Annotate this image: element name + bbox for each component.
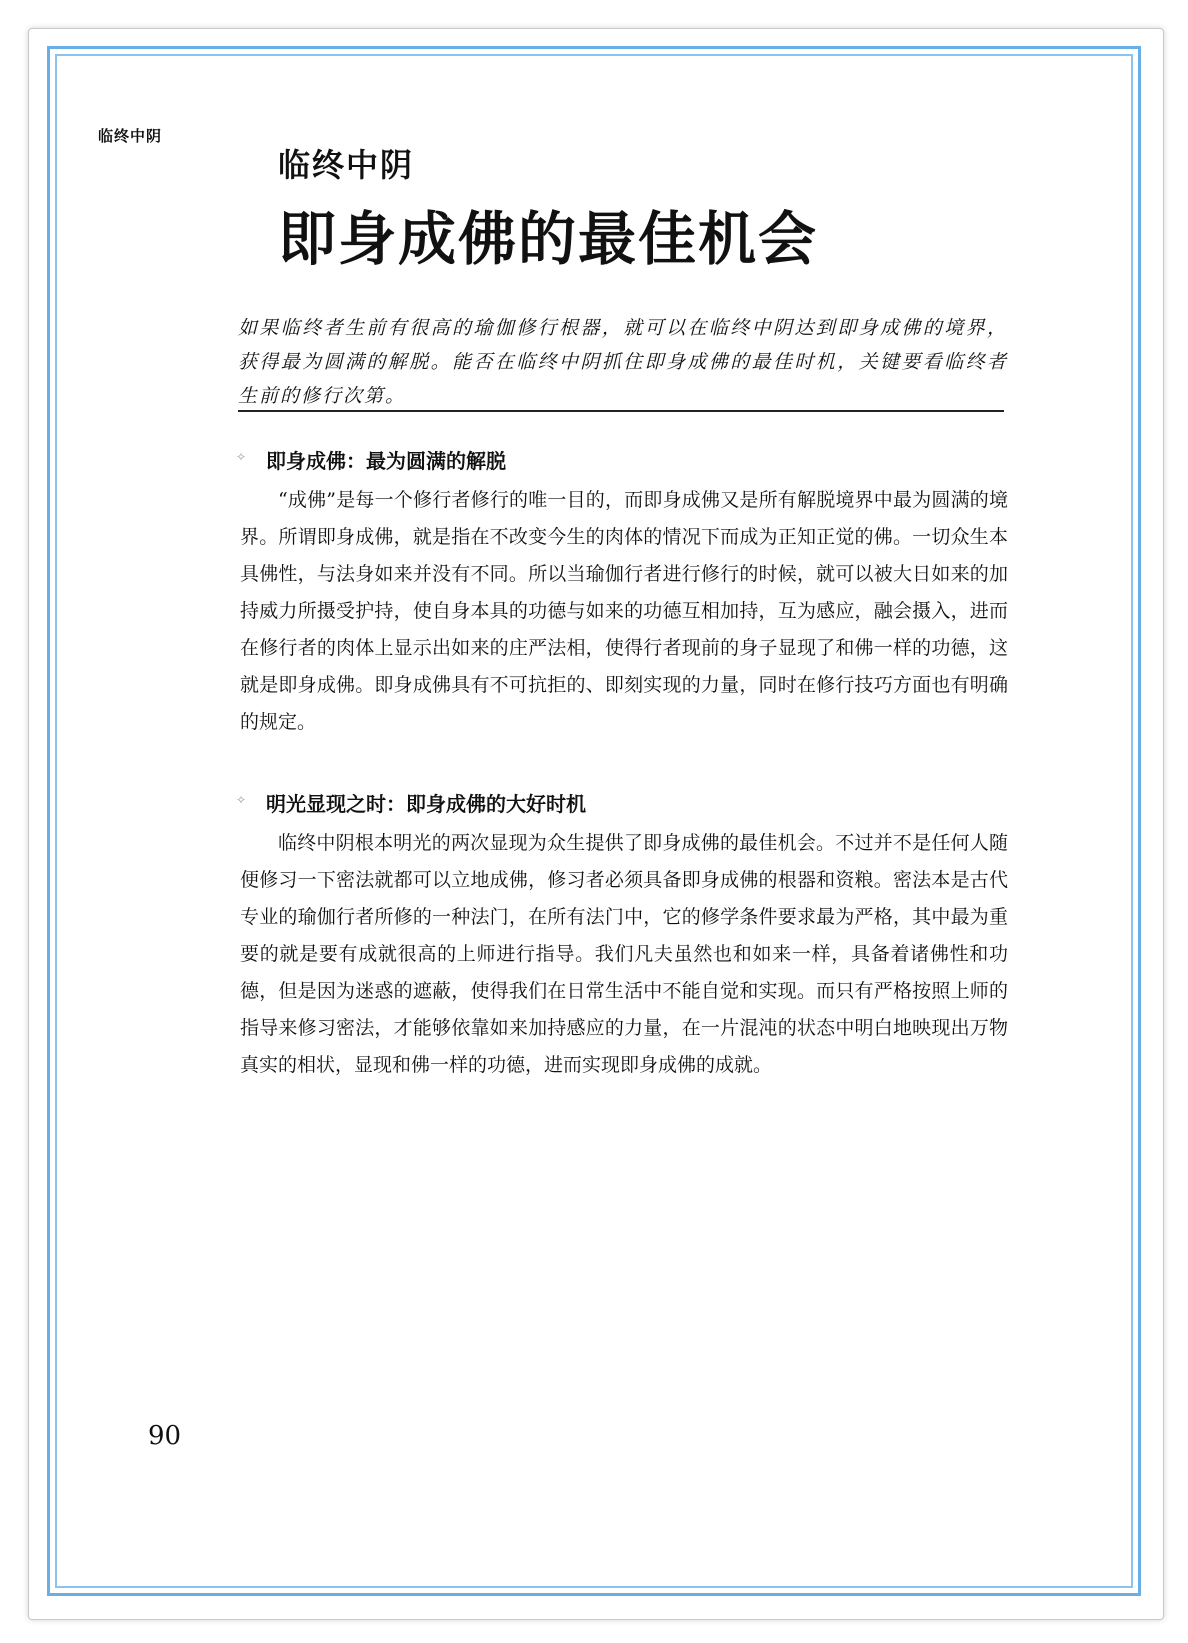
section-instant-buddhahood <box>236 445 1008 741</box>
section-clear-light <box>236 788 1008 1084</box>
divider <box>238 410 1004 412</box>
bullet-icon: ✧ <box>236 450 247 464</box>
chapter-kicker: 临终中阴 <box>278 146 415 184</box>
page-number: 90 <box>148 1421 182 1451</box>
page-title: 即身成佛的最佳机会 <box>278 205 819 273</box>
section-body: “成佛”是每一个修行者修行的唯一目的，而即身成佛又是所有解脱境界中最为圆满的境界。所谓即身成佛，就是指在不改变今生的肉体的情况下而成为正知正觉的佛。一切众生本具佛性，与法身如来并没有不同。所以当瑜伽行者进行修行的时候，就可以被大日如来的加持威力所摄受护持，使自身本具的功德与如来的功德互相加持，互为感应，融会摄入，进而在修行者的肉体上显示出如来的庄严法相，使得行者现前的身子显现了和佛一样的功德，这就是即身成佛。即身成佛具有不可抗拒的、即刻实现的力量，同时在修行技巧方面也有明确的规定。 <box>240 489 1008 733</box>
section-heading <box>236 788 1008 817</box>
section-heading-text: 即身成佛：最为圆满的解脱 <box>266 449 506 473</box>
running-head: 临终中阴 <box>98 127 163 145</box>
intro-paragraph: 如果临终者生前有很高的瑜伽修行根器，就可以在临终中阴达到即身成佛的境界，获得最为圆满的解脱。能否在临终中阴抓住即身成佛的最佳时机，关键要看临终者生前的修行次第。 <box>238 317 1008 407</box>
section-heading-text: 明光显现之时：即身成佛的大好时机 <box>266 792 586 816</box>
section-heading <box>236 445 1008 474</box>
section-body: 临终中阴根本明光的两次显现为众生提供了即身成佛的最佳机会。不过并不是任何人随便修习一下密法就都可以立地成佛，修习者必须具备即身成佛的根器和资粮。密法本是古代专业的瑜伽行者所修的一种法门，在所有法门中，它的修学条件要求最为严格，其中最为重要的就是要有成就很高的上师进行指导。我们凡夫虽然也和如来一样，具备着诸佛性和功德，但是因为迷惑的遮蔽，使得我们在日常生活中不能自觉和实现。而只有严格按照上师的指导来修习密法，才能够依靠如来加持感应的力量，在一片混沌的状态中明白地映现出万物真实的相状，显现和佛一样的功德，进而实现即身成佛的成就。 <box>240 832 1008 1076</box>
bullet-icon: ✧ <box>236 793 247 807</box>
